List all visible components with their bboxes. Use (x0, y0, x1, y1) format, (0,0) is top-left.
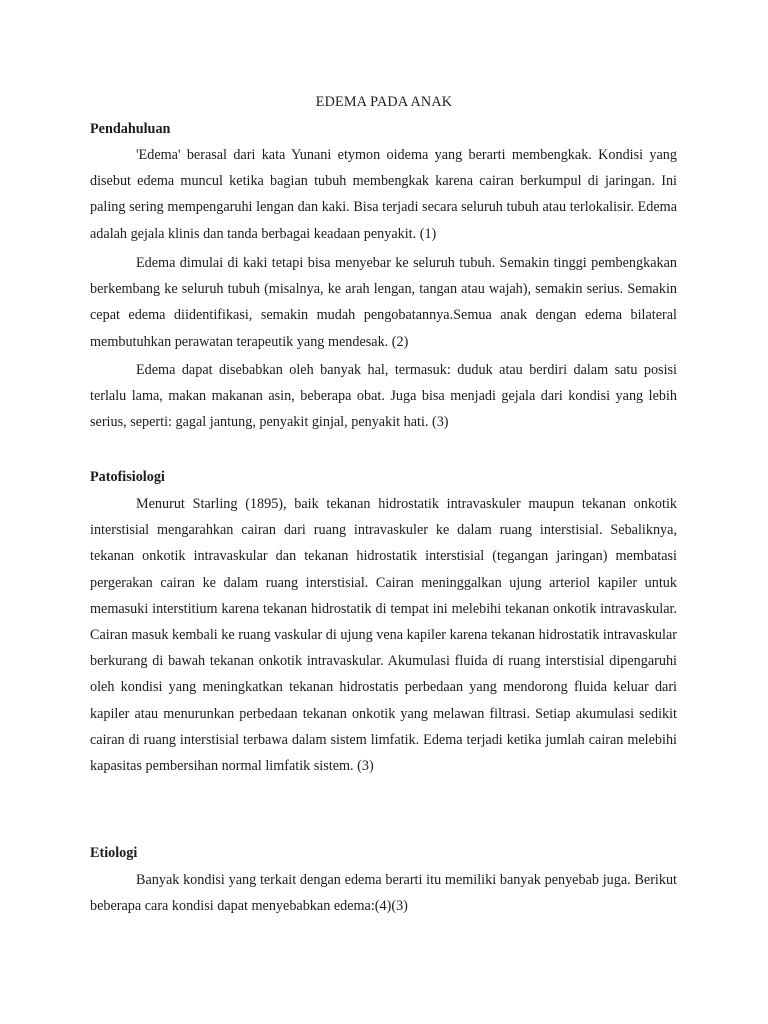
section-heading-pendahuluan: Pendahuluan (90, 121, 171, 137)
paragraph-pendahuluan-1: 'Edema' berasal dari kata Yunani etymon oidema yang berarti membengkak. Kondisi yang disebut edema muncul ketika bagian tubuh membengkak karena cairan berkumpul di jaringan. Ini paling sering mempengaruhi lengan dan kaki. Bisa terjadi secara seluruh tubuh atau terlokalisir. Edema adalah gejala klinis dan tanda berbagai keadaan penyakit. (1) (90, 147, 677, 242)
section-heading-patofisiologi: Patofisiologi (90, 469, 165, 485)
paragraph-patofisiologi-1: Menurut Starling (1895), baik tekanan hidrostatik intravaskuler maupun tekanan onkotik interstisial mengarahkan cairan dari ruang intravaskuler ke dalam ruang interstisial. Sebaliknya, tekanan onkotik intravaskular dan tekanan hidrostatik interstisial (tegangan jaringan) membatasi pergerakan cairan ke dalam ruang interstisial. Cairan meninggalkan ujung arteriol kapiler untuk memasuki interstitium karena tekanan hidrostatik di tempat ini melebihi tekanan onkotik intravaskular. Cairan masuk kembali ke ruang vaskular di ujung vena kapiler karena tekanan hidrostatik intravaskular berkurang di bawah tekanan onkotik intravaskular. Akumulasi fluida di ruang interstisial dipengaruhi oleh kondisi yang meningkatkan tekanan hidrostatis perbedaan yang mendorong fluida keluar dari kapiler atau menurunkan perbedaan tekanan onkotik yang melawan filtrasi. Setiap akumulasi sedikit cairan di ruang interstisial terbawa dalam sistem limfatik. Edema terjadi ketika jumlah cairan melebihi kapasitas pembersihan normal limfatik sistem. (3) (90, 496, 677, 775)
section-heading-etiologi: Etiologi (90, 845, 138, 861)
paragraph-etiologi-1: Banyak kondisi yang terkait dengan edema berarti itu memiliki banyak penyebab juga. Berikut beberapa cara kondisi dapat menyebabkan edema:(4)(3) (90, 872, 677, 915)
document-title: EDEMA PADA ANAK (315, 94, 453, 110)
paragraph-pendahuluan-2: Edema dimulai di kaki tetapi bisa menyebar ke seluruh tubuh. Semakin tinggi pembengkakan berkembang ke seluruh tubuh (misalnya, ke arah lengan, tangan atau wajah), semakin serius. Semakin cepat edema diidentifikasi, semakin mudah pengobatannya.Semua anak dengan edema bilateral membutuhkan perawatan terapeutik yang mendesak. (2) (90, 255, 677, 350)
paragraph-pendahuluan-3: Edema dapat disebabkan oleh banyak hal, termasuk: duduk atau berdiri dalam satu posisi terlalu lama, makan makanan asin, beberapa obat. Juga bisa menjadi gejala dari kondisi yang lebih serius, seperti: gagal jantung, penyakit ginjal, penyakit hati. (3) (90, 362, 677, 431)
